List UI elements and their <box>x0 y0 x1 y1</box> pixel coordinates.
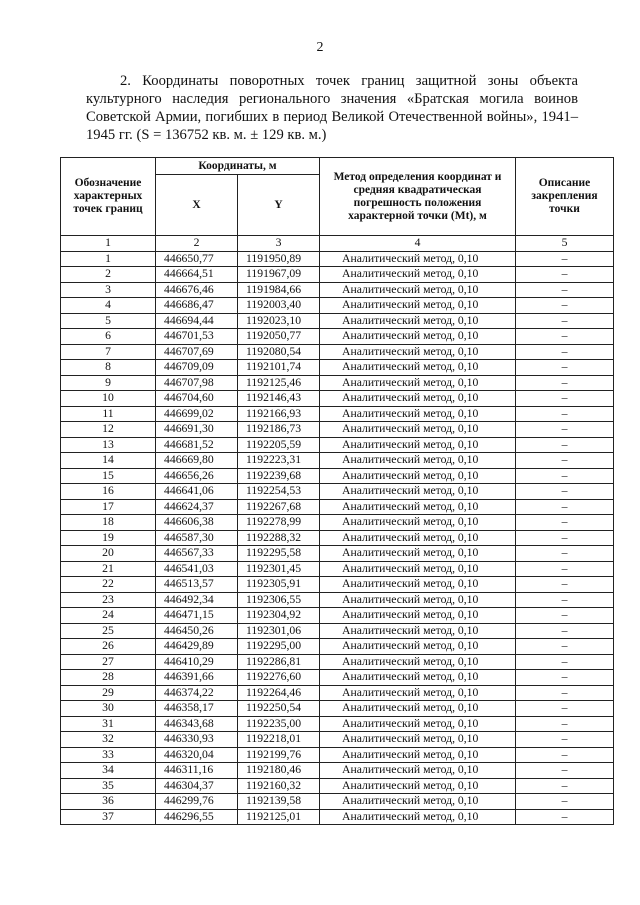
description-cell: – <box>516 778 614 794</box>
method-cell: Аналитический метод, 0,10 <box>320 577 516 593</box>
y-coordinate-cell: 1192304,92 <box>238 608 320 624</box>
table-row <box>61 732 614 748</box>
description-cell: – <box>516 592 614 608</box>
method-cell: Аналитический метод, 0,10 <box>320 623 516 639</box>
table-row <box>61 344 614 360</box>
y-coordinate-cell: 1192125,01 <box>238 809 320 825</box>
y-coordinate-cell: 1192125,46 <box>238 375 320 391</box>
y-coordinate-cell: 1191967,09 <box>238 267 320 283</box>
point-number-cell: 18 <box>61 515 156 531</box>
table-row <box>61 499 614 515</box>
x-coordinate-cell: 446709,09 <box>156 360 238 376</box>
method-cell: Аналитический метод, 0,10 <box>320 763 516 779</box>
y-coordinate-cell: 1192139,58 <box>238 794 320 810</box>
point-number-cell: 26 <box>61 639 156 655</box>
method-cell: Аналитический метод, 0,10 <box>320 251 516 267</box>
y-coordinate-cell: 1192306,55 <box>238 592 320 608</box>
y-coordinate-cell: 1192288,32 <box>238 530 320 546</box>
table-row <box>61 468 614 484</box>
y-coordinate-cell: 1191984,66 <box>238 282 320 298</box>
method-cell: Аналитический метод, 0,10 <box>320 298 516 314</box>
column-index: 3 <box>238 236 320 252</box>
table-row <box>61 453 614 469</box>
x-coordinate-cell: 446624,37 <box>156 499 238 515</box>
point-number-cell: 33 <box>61 747 156 763</box>
table-row <box>61 794 614 810</box>
point-number-cell: 19 <box>61 530 156 546</box>
x-coordinate-cell: 446656,26 <box>156 468 238 484</box>
method-cell: Аналитический метод, 0,10 <box>320 437 516 453</box>
x-coordinate-cell: 446701,53 <box>156 329 238 345</box>
description-cell: – <box>516 809 614 825</box>
method-cell: Аналитический метод, 0,10 <box>320 747 516 763</box>
x-coordinate-cell: 446699,02 <box>156 406 238 422</box>
table-row <box>61 360 614 376</box>
point-number-cell: 24 <box>61 608 156 624</box>
description-cell: – <box>516 530 614 546</box>
x-coordinate-cell: 446606,38 <box>156 515 238 531</box>
description-cell: – <box>516 577 614 593</box>
y-coordinate-cell: 1192305,91 <box>238 577 320 593</box>
y-coordinate-cell: 1192250,54 <box>238 701 320 717</box>
column-index-row <box>61 236 614 252</box>
point-number-cell: 28 <box>61 670 156 686</box>
method-cell: Аналитический метод, 0,10 <box>320 499 516 515</box>
point-number-cell: 17 <box>61 499 156 515</box>
x-coordinate-cell: 446567,33 <box>156 546 238 562</box>
x-coordinate-cell: 446707,69 <box>156 344 238 360</box>
description-cell: – <box>516 685 614 701</box>
header-method: Метод определения координат и средняя квадратическая погрешность положения характерной точки (Mt), м <box>320 158 516 236</box>
description-cell: – <box>516 623 614 639</box>
table-row <box>61 515 614 531</box>
method-cell: Аналитический метод, 0,10 <box>320 329 516 345</box>
point-number-cell: 3 <box>61 282 156 298</box>
method-cell: Аналитический метод, 0,10 <box>320 670 516 686</box>
point-number-cell: 36 <box>61 794 156 810</box>
table-row <box>61 577 614 593</box>
y-coordinate-cell: 1192023,10 <box>238 313 320 329</box>
y-coordinate-cell: 1192146,43 <box>238 391 320 407</box>
method-cell: Аналитический метод, 0,10 <box>320 530 516 546</box>
table-row <box>61 608 614 624</box>
point-number-cell: 6 <box>61 329 156 345</box>
header-point-label: Обозначение характерных точек границ <box>61 158 156 236</box>
point-number-cell: 8 <box>61 360 156 376</box>
y-coordinate-cell: 1192264,46 <box>238 685 320 701</box>
table-row <box>61 267 614 283</box>
table-row <box>61 639 614 655</box>
method-cell: Аналитический метод, 0,10 <box>320 267 516 283</box>
method-cell: Аналитический метод, 0,10 <box>320 546 516 562</box>
description-cell: – <box>516 716 614 732</box>
x-coordinate-cell: 446704,60 <box>156 391 238 407</box>
point-number-cell: 35 <box>61 778 156 794</box>
description-cell: – <box>516 763 614 779</box>
x-coordinate-cell: 446391,66 <box>156 670 238 686</box>
y-coordinate-cell: 1192295,00 <box>238 639 320 655</box>
point-number-cell: 1 <box>61 251 156 267</box>
table-row <box>61 670 614 686</box>
description-cell: – <box>516 468 614 484</box>
method-cell: Аналитический метод, 0,10 <box>320 313 516 329</box>
point-number-cell: 22 <box>61 577 156 593</box>
description-cell: – <box>516 546 614 562</box>
column-index: 2 <box>156 236 238 252</box>
page-number: 2 <box>316 40 324 55</box>
y-coordinate-cell: 1192160,32 <box>238 778 320 794</box>
table-row <box>61 375 614 391</box>
table-row <box>61 406 614 422</box>
table-row <box>61 437 614 453</box>
x-coordinate-cell: 446343,68 <box>156 716 238 732</box>
point-number-cell: 31 <box>61 716 156 732</box>
table-row <box>61 391 614 407</box>
x-coordinate-cell: 446450,26 <box>156 623 238 639</box>
method-cell: Аналитический метод, 0,10 <box>320 406 516 422</box>
table-row <box>61 747 614 763</box>
description-cell: – <box>516 298 614 314</box>
table-row <box>61 282 614 298</box>
table-row <box>61 701 614 717</box>
y-coordinate-cell: 1192239,68 <box>238 468 320 484</box>
column-index: 1 <box>61 236 156 252</box>
y-coordinate-cell: 1192101,74 <box>238 360 320 376</box>
x-coordinate-cell: 446358,17 <box>156 701 238 717</box>
x-coordinate-cell: 446641,06 <box>156 484 238 500</box>
point-number-cell: 9 <box>61 375 156 391</box>
description-cell: – <box>516 639 614 655</box>
x-coordinate-cell: 446691,30 <box>156 422 238 438</box>
table-row <box>61 654 614 670</box>
point-number-cell: 37 <box>61 809 156 825</box>
table-row <box>61 329 614 345</box>
point-number-cell: 7 <box>61 344 156 360</box>
x-coordinate-cell: 446311,16 <box>156 763 238 779</box>
x-coordinate-cell: 446686,47 <box>156 298 238 314</box>
header-coordinates: Координаты, м <box>156 158 320 175</box>
description-cell: – <box>516 375 614 391</box>
x-coordinate-cell: 446296,55 <box>156 809 238 825</box>
method-cell: Аналитический метод, 0,10 <box>320 639 516 655</box>
method-cell: Аналитический метод, 0,10 <box>320 282 516 298</box>
description-cell: – <box>516 794 614 810</box>
x-coordinate-cell: 446707,98 <box>156 375 238 391</box>
point-number-cell: 20 <box>61 546 156 562</box>
description-cell: – <box>516 654 614 670</box>
y-coordinate-cell: 1192050,77 <box>238 329 320 345</box>
description-cell: – <box>516 453 614 469</box>
y-coordinate-cell: 1192218,01 <box>238 732 320 748</box>
table-row <box>61 716 614 732</box>
method-cell: Аналитический метод, 0,10 <box>320 375 516 391</box>
column-index: 5 <box>516 236 614 252</box>
section-heading-text: 2. Координаты поворотных точек границ защитной зоны объекта культурного наследия регионального значения «Братская могила воинов Советской Армии, погибших в период Великой Отечественной войны», 1941–1945 гг. (S = 136752 кв. м. ± 129 кв. м.) <box>86 73 578 143</box>
description-cell: – <box>516 701 614 717</box>
table-row <box>61 685 614 701</box>
x-coordinate-cell: 446374,22 <box>156 685 238 701</box>
table-row <box>61 251 614 267</box>
description-cell: – <box>516 732 614 748</box>
point-number-cell: 12 <box>61 422 156 438</box>
point-number-cell: 15 <box>61 468 156 484</box>
point-number-cell: 2 <box>61 267 156 283</box>
table-row <box>61 763 614 779</box>
description-cell: – <box>516 282 614 298</box>
section-heading <box>86 72 578 144</box>
y-coordinate-cell: 1192301,45 <box>238 561 320 577</box>
x-coordinate-cell: 446650,77 <box>156 251 238 267</box>
method-cell: Аналитический метод, 0,10 <box>320 608 516 624</box>
x-coordinate-cell: 446320,04 <box>156 747 238 763</box>
header-y: Y <box>238 175 320 236</box>
table-row <box>61 778 614 794</box>
description-cell: – <box>516 499 614 515</box>
x-coordinate-cell: 446330,93 <box>156 732 238 748</box>
x-coordinate-cell: 446681,52 <box>156 437 238 453</box>
x-coordinate-cell: 446587,30 <box>156 530 238 546</box>
y-coordinate-cell: 1192295,58 <box>238 546 320 562</box>
y-coordinate-cell: 1192199,76 <box>238 747 320 763</box>
description-cell: – <box>516 747 614 763</box>
table-row <box>61 484 614 500</box>
description-cell: – <box>516 251 614 267</box>
point-number-cell: 21 <box>61 561 156 577</box>
method-cell: Аналитический метод, 0,10 <box>320 778 516 794</box>
table-row <box>61 422 614 438</box>
table-row <box>61 561 614 577</box>
x-coordinate-cell: 446669,80 <box>156 453 238 469</box>
method-cell: Аналитический метод, 0,10 <box>320 360 516 376</box>
header-x: X <box>156 175 238 236</box>
method-cell: Аналитический метод, 0,10 <box>320 468 516 484</box>
method-cell: Аналитический метод, 0,10 <box>320 592 516 608</box>
y-coordinate-cell: 1192267,68 <box>238 499 320 515</box>
point-number-cell: 11 <box>61 406 156 422</box>
description-cell: – <box>516 406 614 422</box>
y-coordinate-cell: 1192286,81 <box>238 654 320 670</box>
x-coordinate-cell: 446410,29 <box>156 654 238 670</box>
x-coordinate-cell: 446664,51 <box>156 267 238 283</box>
point-number-cell: 16 <box>61 484 156 500</box>
column-index: 4 <box>320 236 516 252</box>
y-coordinate-cell: 1192205,59 <box>238 437 320 453</box>
x-coordinate-cell: 446304,37 <box>156 778 238 794</box>
table-row <box>61 530 614 546</box>
y-coordinate-cell: 1192301,06 <box>238 623 320 639</box>
table-row <box>61 592 614 608</box>
x-coordinate-cell: 446513,57 <box>156 577 238 593</box>
table-row <box>61 623 614 639</box>
description-cell: – <box>516 484 614 500</box>
description-cell: – <box>516 670 614 686</box>
method-cell: Аналитический метод, 0,10 <box>320 794 516 810</box>
method-cell: Аналитический метод, 0,10 <box>320 484 516 500</box>
table-row <box>61 546 614 562</box>
x-coordinate-cell: 446429,89 <box>156 639 238 655</box>
y-coordinate-cell: 1192223,31 <box>238 453 320 469</box>
method-cell: Аналитический метод, 0,10 <box>320 422 516 438</box>
point-number-cell: 29 <box>61 685 156 701</box>
y-coordinate-cell: 1192254,53 <box>238 484 320 500</box>
method-cell: Аналитический метод, 0,10 <box>320 344 516 360</box>
description-cell: – <box>516 267 614 283</box>
method-cell: Аналитический метод, 0,10 <box>320 561 516 577</box>
point-number-cell: 32 <box>61 732 156 748</box>
x-coordinate-cell: 446694,44 <box>156 313 238 329</box>
point-number-cell: 25 <box>61 623 156 639</box>
y-coordinate-cell: 1192278,99 <box>238 515 320 531</box>
table-row <box>61 313 614 329</box>
description-cell: – <box>516 437 614 453</box>
description-cell: – <box>516 515 614 531</box>
table-header <box>61 158 614 252</box>
y-coordinate-cell: 1192186,73 <box>238 422 320 438</box>
table-body <box>61 251 614 825</box>
method-cell: Аналитический метод, 0,10 <box>320 685 516 701</box>
table-row <box>61 809 614 825</box>
method-cell: Аналитический метод, 0,10 <box>320 654 516 670</box>
point-number-cell: 5 <box>61 313 156 329</box>
y-coordinate-cell: 1192003,40 <box>238 298 320 314</box>
coordinates-table <box>60 157 614 825</box>
description-cell: – <box>516 313 614 329</box>
description-cell: – <box>516 561 614 577</box>
x-coordinate-cell: 446492,34 <box>156 592 238 608</box>
y-coordinate-cell: 1192166,93 <box>238 406 320 422</box>
y-coordinate-cell: 1192080,54 <box>238 344 320 360</box>
point-number-cell: 14 <box>61 453 156 469</box>
point-number-cell: 27 <box>61 654 156 670</box>
method-cell: Аналитический метод, 0,10 <box>320 515 516 531</box>
x-coordinate-cell: 446299,76 <box>156 794 238 810</box>
y-coordinate-cell: 1192276,60 <box>238 670 320 686</box>
point-number-cell: 10 <box>61 391 156 407</box>
y-coordinate-cell: 1191950,89 <box>238 251 320 267</box>
point-number-cell: 30 <box>61 701 156 717</box>
x-coordinate-cell: 446676,46 <box>156 282 238 298</box>
y-coordinate-cell: 1192180,46 <box>238 763 320 779</box>
x-coordinate-cell: 446471,15 <box>156 608 238 624</box>
method-cell: Аналитический метод, 0,10 <box>320 809 516 825</box>
description-cell: – <box>516 608 614 624</box>
method-cell: Аналитический метод, 0,10 <box>320 701 516 717</box>
point-number-cell: 4 <box>61 298 156 314</box>
description-cell: – <box>516 360 614 376</box>
method-cell: Аналитический метод, 0,10 <box>320 453 516 469</box>
header-description: Описание закрепления точки <box>516 158 614 236</box>
point-number-cell: 13 <box>61 437 156 453</box>
description-cell: – <box>516 344 614 360</box>
description-cell: – <box>516 391 614 407</box>
description-cell: – <box>516 422 614 438</box>
description-cell: – <box>516 329 614 345</box>
table-row <box>61 298 614 314</box>
method-cell: Аналитический метод, 0,10 <box>320 391 516 407</box>
method-cell: Аналитический метод, 0,10 <box>320 732 516 748</box>
x-coordinate-cell: 446541,03 <box>156 561 238 577</box>
point-number-cell: 23 <box>61 592 156 608</box>
method-cell: Аналитический метод, 0,10 <box>320 716 516 732</box>
y-coordinate-cell: 1192235,00 <box>238 716 320 732</box>
point-number-cell: 34 <box>61 763 156 779</box>
